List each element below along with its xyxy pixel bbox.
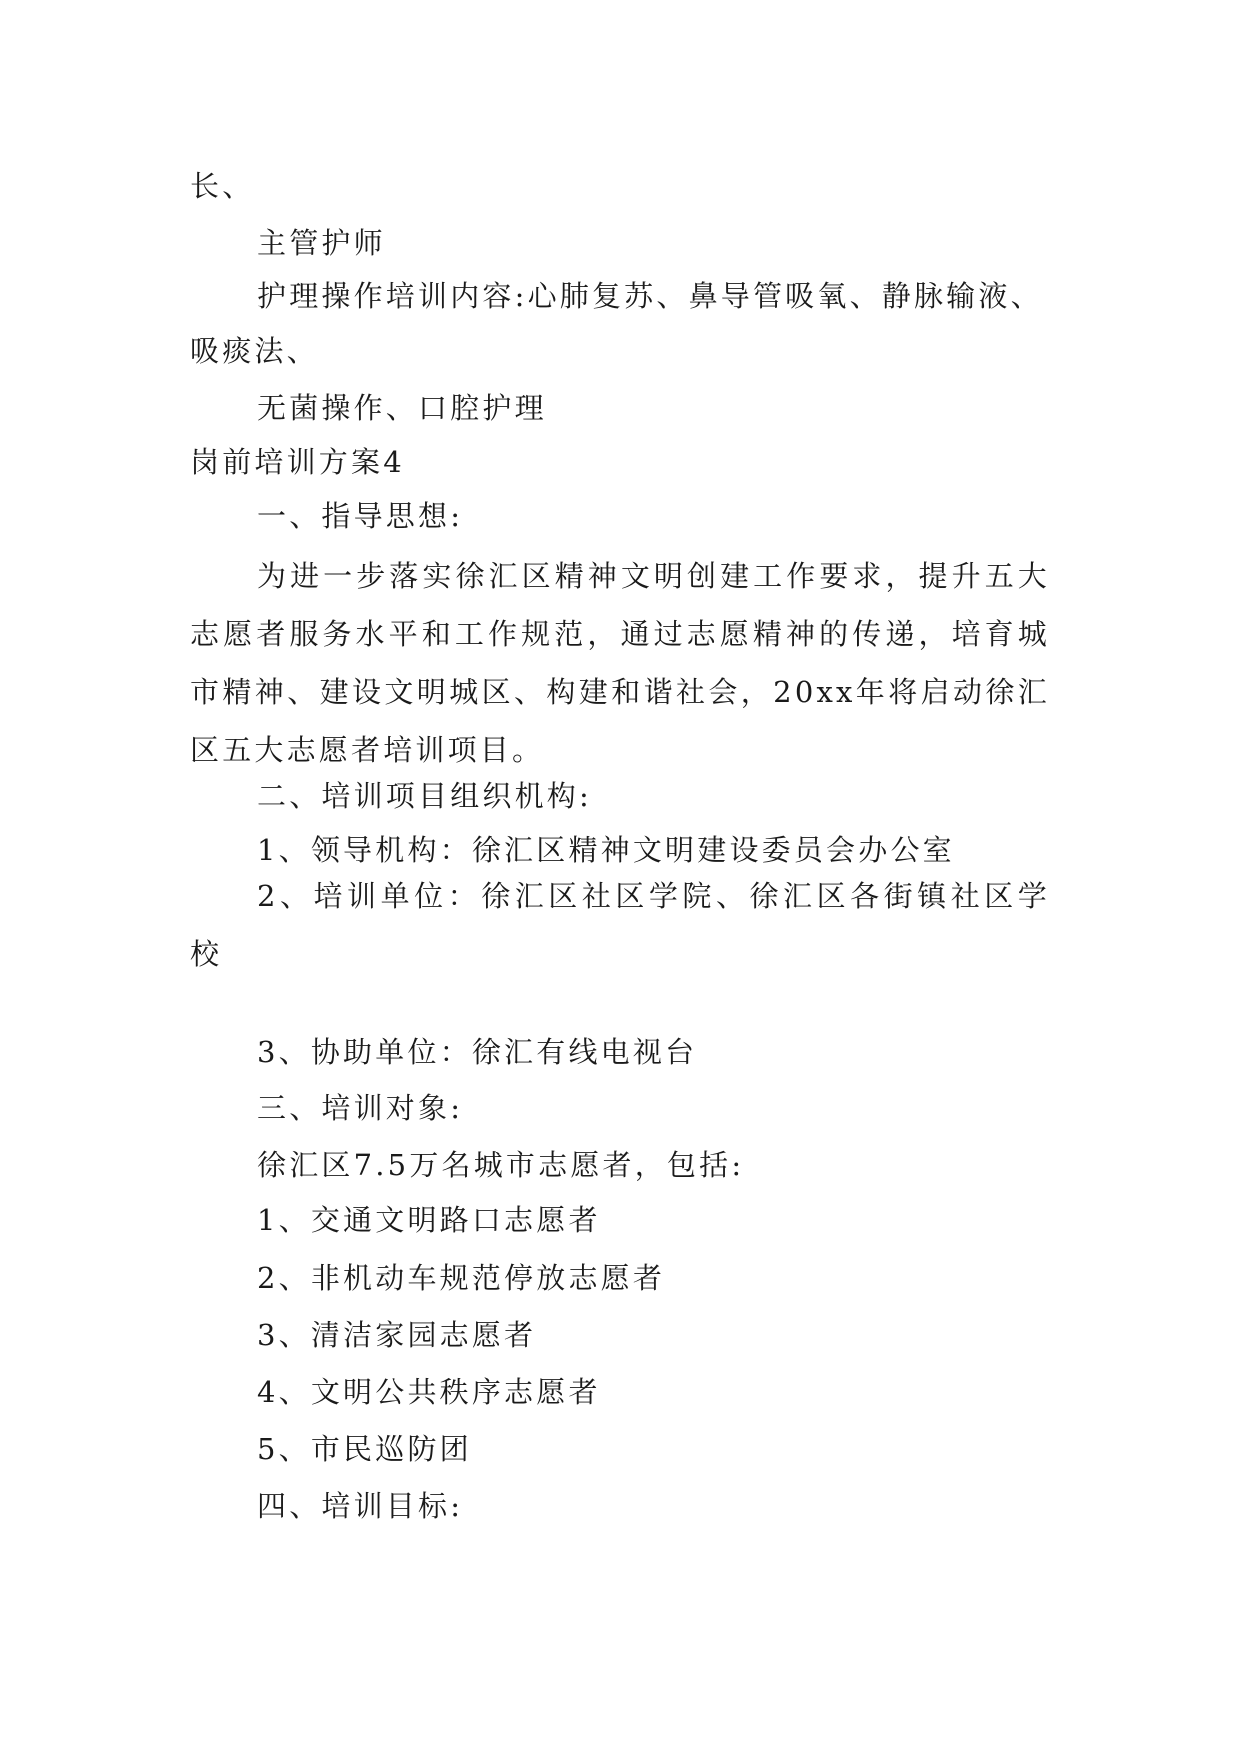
text-line: 无菌操作、口腔护理 [257,391,547,425]
paragraph: 2、培训单位：徐汇区社区学院、徐汇区各街镇社区学校 [190,879,1050,971]
text-line: 吸痰法、 [190,334,319,368]
list-item: 2、非机动车规范停放志愿者 [257,1261,666,1295]
section-heading: 四、培训目标: [257,1489,464,1523]
list-item: 4、文明公共秩序志愿者 [257,1375,601,1409]
text-line: 徐汇区7.5万名城市志愿者，包括: [257,1148,745,1182]
text-line: 长、 [190,169,255,203]
paragraph: 为进一步落实徐汇区精神文明创建工作要求，提升五大志愿者服务水平和工作规范，通过志愿精神的传递，培育城市精神、建设文明城区、构建和谐社会，20xx年将启动徐汇区五大志愿者培训项目。 [190,559,1050,767]
text-line: 1、领导机构：徐汇区精神文明建设委员会办公室 [257,833,955,867]
section-heading: 二、培训项目组织机构: [257,779,592,813]
section-heading: 三、培训对象: [257,1091,464,1125]
list-item: 5、市民巡防团 [257,1432,472,1466]
text-line: 3、协助单位：徐汇有线电视台 [257,1035,698,1069]
list-item: 1、交通文明路口志愿者 [257,1203,601,1237]
section-heading: 岗前培训方案4 [190,445,405,479]
list-item: 3、清洁家园志愿者 [257,1318,537,1352]
section-heading: 一、指导思想: [257,499,464,533]
text-line: 主管护师 [257,226,386,260]
text-line: 护理操作培训内容:心肺复苏、鼻导管吸氧、静脉输液、 [257,279,1043,313]
